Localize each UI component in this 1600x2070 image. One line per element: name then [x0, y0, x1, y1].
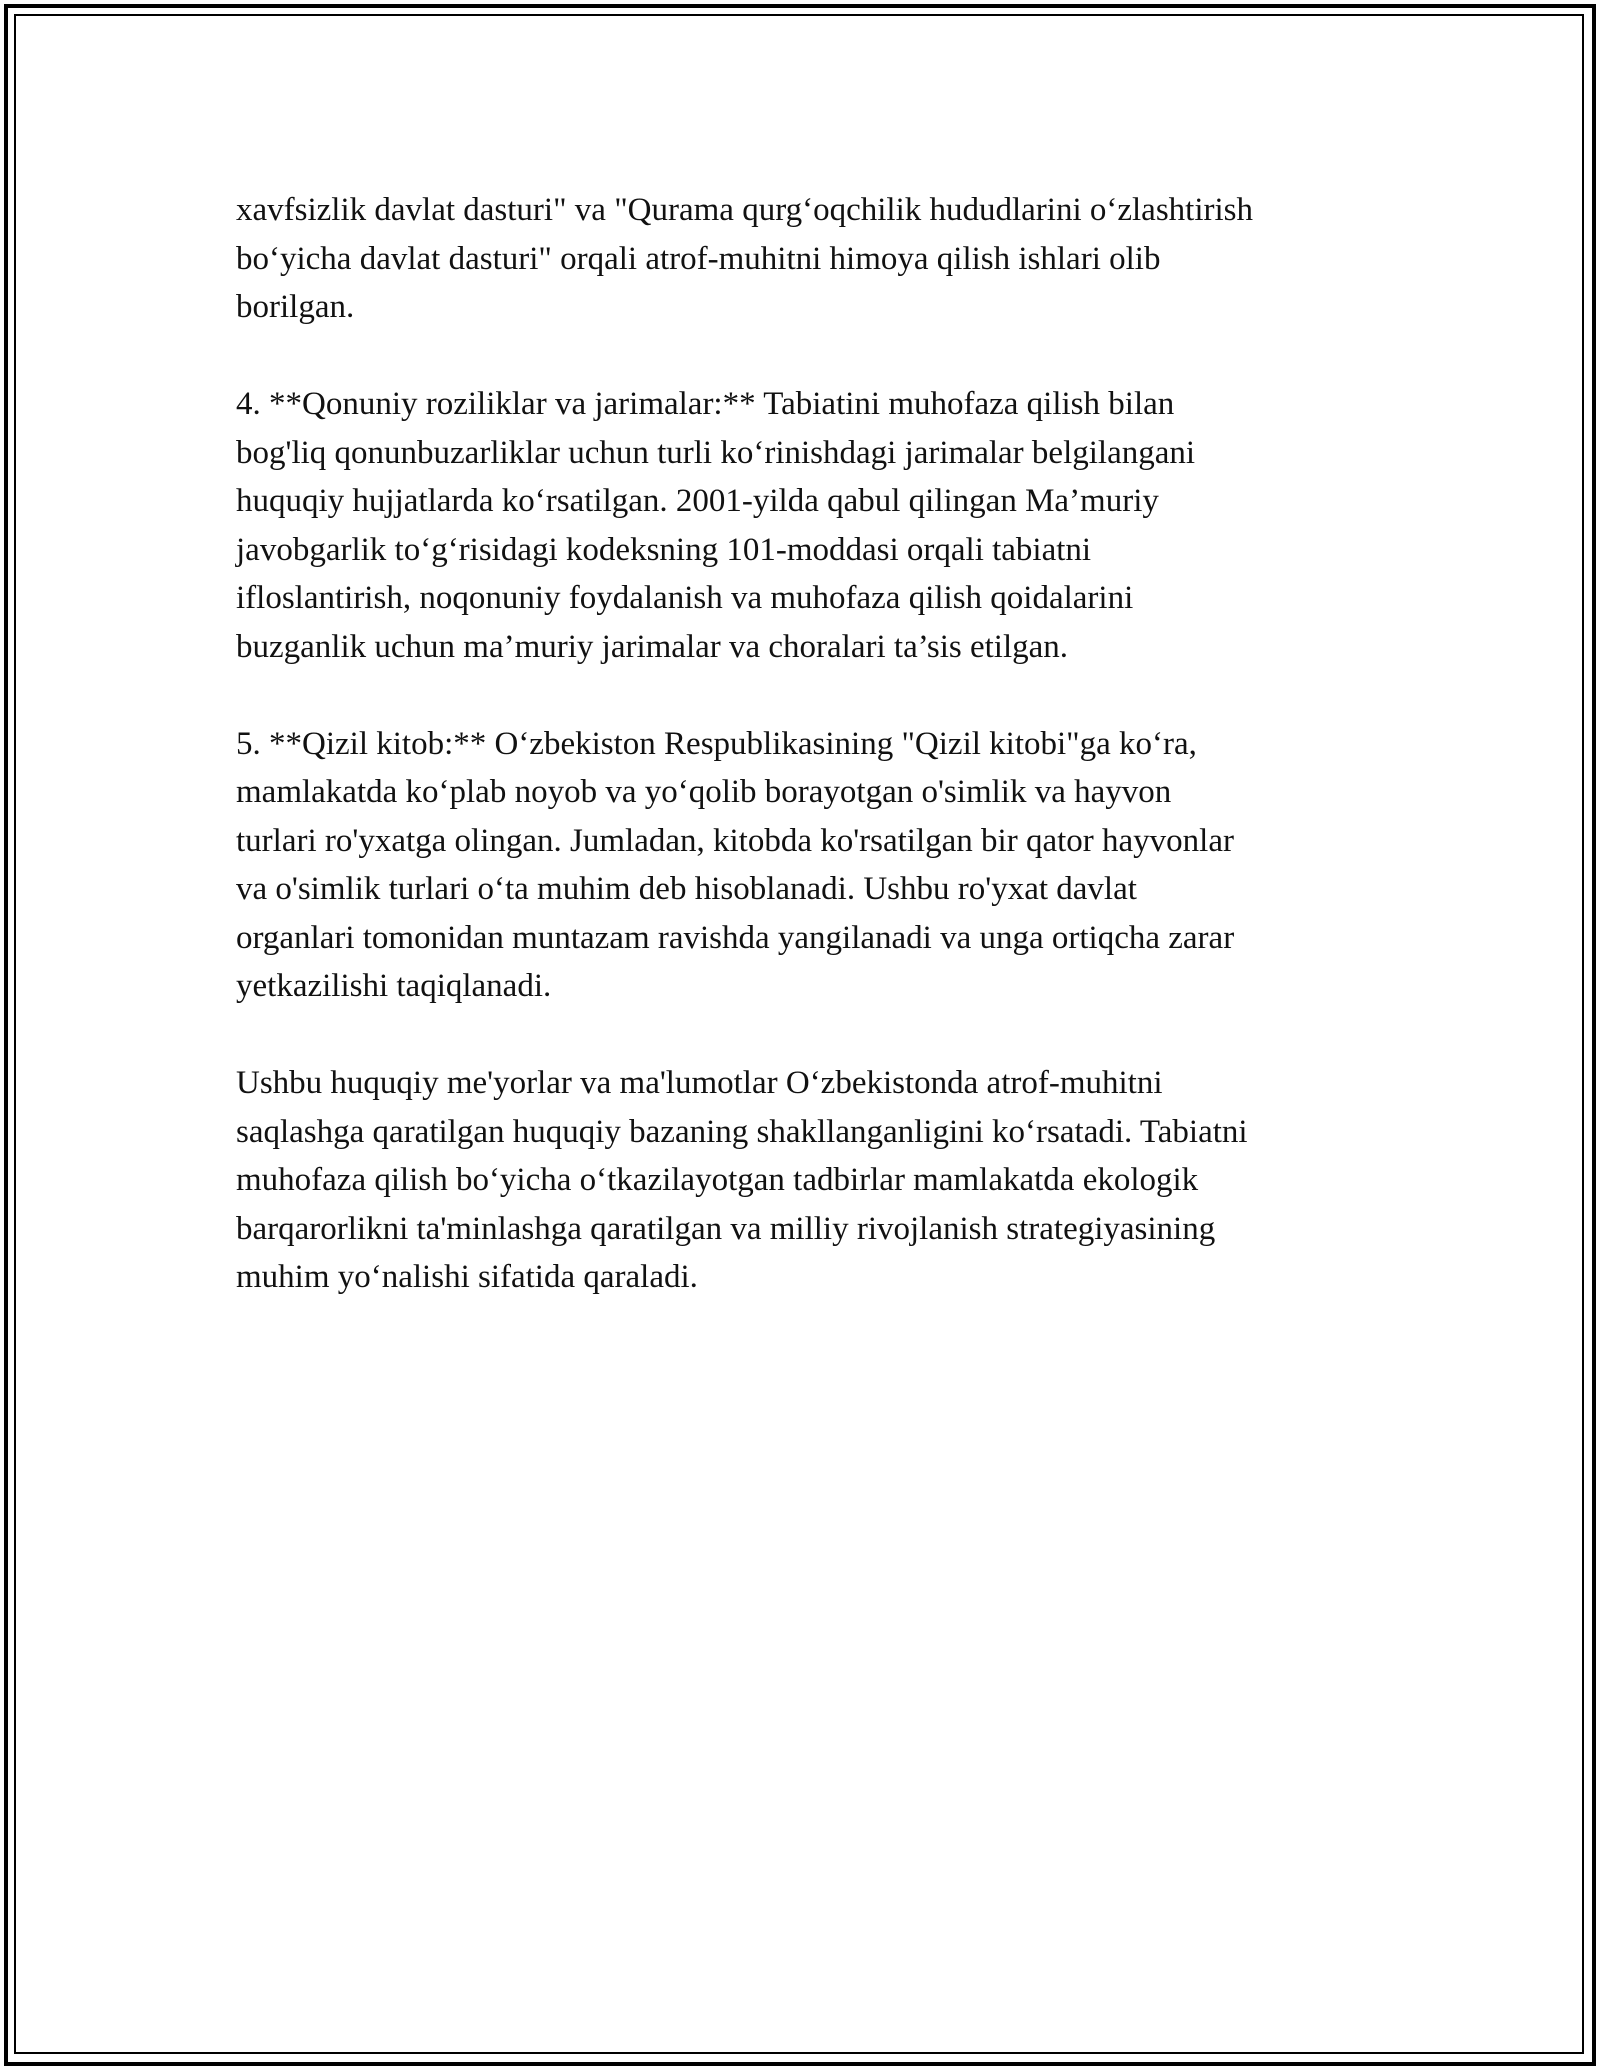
paragraph-red-book	[236, 720, 1376, 1011]
document-body	[236, 186, 1376, 1350]
text-line: barqarorlikni ta'minlashga qaratilgan va milliy rivojlanish strategiyasining	[236, 1210, 1216, 1247]
text-line: borilgan.	[236, 289, 355, 325]
text-line: huquqiy hujjatlarda ko‘rsatilgan. 2001-yilda qabul qilingan Ma’muriy	[236, 483, 1159, 519]
text-line: bog'liq qonunbuzarliklar uchun turli ko‘rinishdagi jarimalar belgilangani	[236, 434, 1196, 471]
text-line: muhofaza qilish bo‘yicha o‘tkazilayotgan tadbirlar mamlakatda ekologik	[236, 1162, 1199, 1198]
text-line: Ushbu huquqiy me'yorlar va ma'lumotlar O‘zbekistonda atrof-muhitni	[236, 1065, 1163, 1101]
text-line: javobgarlik to‘g‘risidagi kodeksning 101-moddasi orqali tabiatni	[236, 531, 1092, 568]
text-line: saqlashga qaratilgan huquqiy bazaning shakllanganligini ko‘rsatadi. Tabiatni	[236, 1113, 1248, 1150]
text-line: 4. **Qonuniy roziliklar va jarimalar:** Tabiatini muhofaza qilish bilan	[236, 386, 1175, 422]
paragraph-program-continuation	[236, 186, 1376, 332]
text-line: buzganlik uchun ma’muriy jarimalar va choralari ta’sis etilgan.	[236, 628, 1069, 665]
text-line: xavfsizlik davlat dasturi" va "Qurama qurg‘oqchilik hududlarini o‘zlashtirish	[236, 192, 1254, 228]
text-line: organlari tomonidan muntazam ravishda yangilanadi va unga ortiqcha zarar	[236, 919, 1235, 956]
text-line: mamlakatda ko‘plab noyob va yo‘qolib borayotgan o'simlik va hayvon	[236, 774, 1172, 810]
text-line: va o'simlik turlari o‘ta muhim deb hisoblanadi. Ushbu ro'yxat davlat	[236, 871, 1137, 907]
text-line: bo‘yicha davlat dasturi" orqali atrof-muhitni himoya qilish ishlari olib	[236, 240, 1161, 277]
text-line: 5. **Qizil kitob:** O‘zbekiston Respublikasining "Qizil kitobi"ga ko‘ra,	[236, 725, 1197, 762]
paragraph-legal-fines	[236, 380, 1376, 671]
text-line: yetkazilishi taqiqlanadi.	[236, 968, 552, 1004]
text-line: muhim yo‘nalishi sifatida qaraladi.	[236, 1259, 698, 1295]
text-line: ifloslantirish, noqonuniy foydalanish va muhofaza qilish qoidalarini	[236, 580, 1134, 616]
text-line: turlari ro'yxatga olingan. Jumladan, kitobda ko'rsatilgan bir qator hayvonlar	[236, 822, 1234, 859]
paragraph-conclusion	[236, 1059, 1376, 1302]
